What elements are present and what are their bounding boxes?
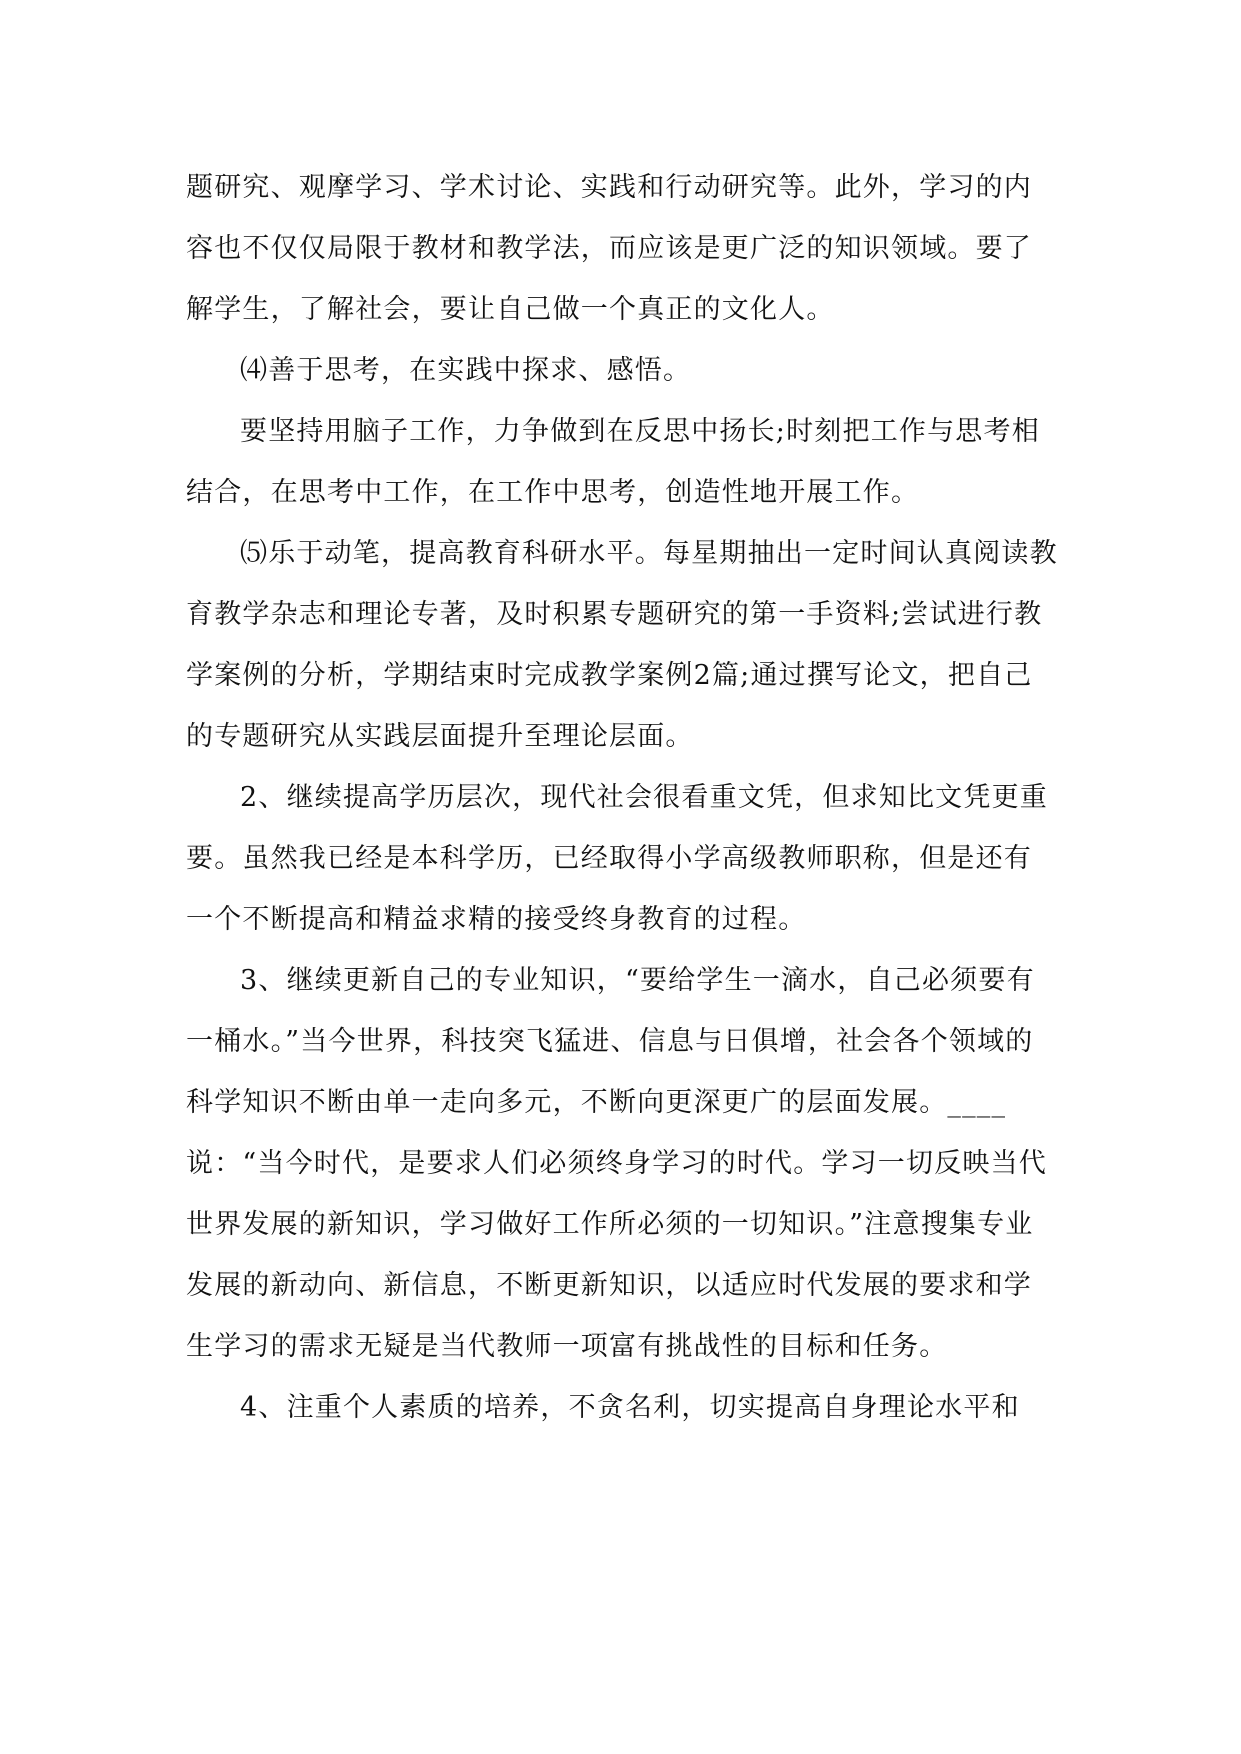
paragraph-point-4-heading: ⑷善于思考，在实践中探求、感悟。 bbox=[240, 355, 692, 386]
paragraph-point-4-body: 要坚持用脑子工作，力争做到在反思中扬长;时刻把工作与思考相结合，在思考中工作，在工作中思考，创造性地开展工作。 bbox=[186, 416, 1040, 508]
paragraph-item-4: 4、注重个人素质的培养，不贪名利，切实提高自身理论水平和 bbox=[240, 1392, 1020, 1423]
paragraph-continuation: 题研究、观摩学习、学术讨论、实践和行动研究等。此外，学习的内容也不仅仅局限于教材和教学法，而应该是更广泛的知识领域。要了解学生，了解社会，要让自己做一个真正的文化人。 bbox=[186, 172, 1032, 325]
document-body bbox=[186, 157, 1058, 1438]
paragraph-item-3: 3、继续更新自己的专业知识，“要给学生一滴水，自己必须要有一桶水。”当今世界，科技突飞猛进、信息与日俱增，社会各个领域的科学知识不断由单一走向多元，不断向更深更广的层面发展。____说：“当今时代，是要求人们必须终身学习的时代。学习一切反映当代世界发展的新知识，学习做好工作所必须的一切知识。”注意搜集专业发展的新动向、新信息，不断更新知识，以适应时代发展的要求和学生学习的需求无疑是当代教师一项富有挑战性的目标和任务。 bbox=[186, 965, 1048, 1362]
paragraph-item-2: 2、继续提高学历层次，现代社会很看重文凭，但求知比文凭更重要。虽然我已经是本科学历，已经取得小学高级教师职称，但是还有一个不断提高和精益求精的接受终身教育的过程。 bbox=[186, 782, 1048, 935]
paragraph-point-5: ⑸乐于动笔，提高教育科研水平。每星期抽出一定时间认真阅读教育教学杂志和理论专著，及时积累专题研究的第一手资料;尝试进行教学案例的分析，学期结束时完成教学案例2篇;通过撰写论文，把自己的专题研究从实践层面提升至理论层面。 bbox=[186, 538, 1058, 752]
